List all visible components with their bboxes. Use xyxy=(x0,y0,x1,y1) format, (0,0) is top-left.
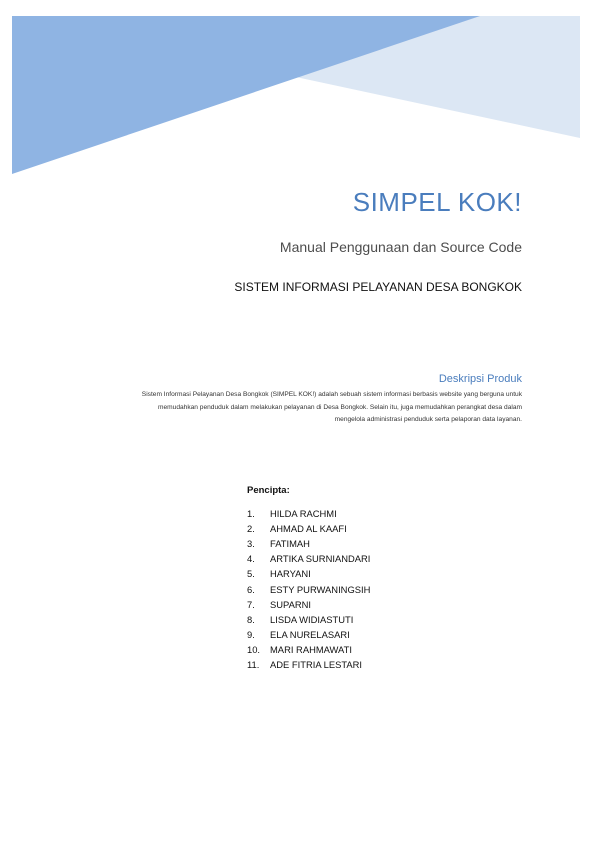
list-item xyxy=(247,657,370,672)
list-item xyxy=(247,597,370,612)
creator-number: 6. xyxy=(247,583,255,595)
list-item xyxy=(247,642,370,657)
creator-name: ADE FITRIA LESTARI xyxy=(270,658,363,670)
creator-number: 10. xyxy=(247,643,261,655)
creators-list xyxy=(247,506,370,672)
list-item xyxy=(247,551,370,566)
description-body: Sistem Informasi Pelayanan Desa Bongkok (SIMPEL KOK!) adalah sebuah sistem informasi berbasis website yang berguna untuk memudahkan penduduk dalam melakukan pelayanan di Desa Bongkok. Selain itu, juga memudahkan perangkat desa dalam mengelola administrasi penduduk serta pelaporan data layanan. xyxy=(141,391,522,423)
creator-name: MARI RAHMAWATI xyxy=(270,643,352,655)
creator-name: AHMAD AL KAAFI xyxy=(270,523,347,535)
creator-name: ARTIKA SURNIANDARI xyxy=(270,553,371,565)
creators-label: Pencipta: xyxy=(247,485,290,496)
document-title: SIMPEL KOK! xyxy=(352,187,522,217)
creator-number: 3. xyxy=(247,538,255,550)
list-item xyxy=(247,536,370,551)
creator-number: 7. xyxy=(247,598,255,610)
description-heading: Deskripsi Produk xyxy=(438,373,522,385)
system-name: SISTEM INFORMASI PELAYANAN DESA BONGKOK xyxy=(234,280,522,294)
creator-number: 11. xyxy=(247,658,260,670)
list-item xyxy=(247,506,370,521)
creator-number: 5. xyxy=(247,568,255,580)
list-item xyxy=(247,521,370,536)
creator-name: ESTY PURWANINGSIH xyxy=(270,583,371,595)
creator-number: 2. xyxy=(247,523,255,535)
creator-name: FATIMAH xyxy=(270,538,310,550)
list-item xyxy=(247,566,370,581)
creator-number: 9. xyxy=(247,628,255,640)
list-item xyxy=(247,581,370,596)
list-item xyxy=(247,627,370,642)
header-decoration xyxy=(0,0,595,180)
creator-name: ELA NURELASARI xyxy=(270,628,350,640)
creator-name: LISDA WIDIASTUTI xyxy=(270,613,354,625)
creator-number: 8. xyxy=(247,613,255,625)
creator-number: 1. xyxy=(247,508,255,520)
creator-name: HILDA RACHMI xyxy=(270,508,337,520)
document-subtitle: Manual Penggunaan dan Source Code xyxy=(279,239,522,255)
creator-number: 4. xyxy=(247,553,255,565)
creator-name: SUPARNI xyxy=(270,598,311,610)
creator-name: HARYANI xyxy=(270,568,311,580)
list-item xyxy=(247,612,370,627)
